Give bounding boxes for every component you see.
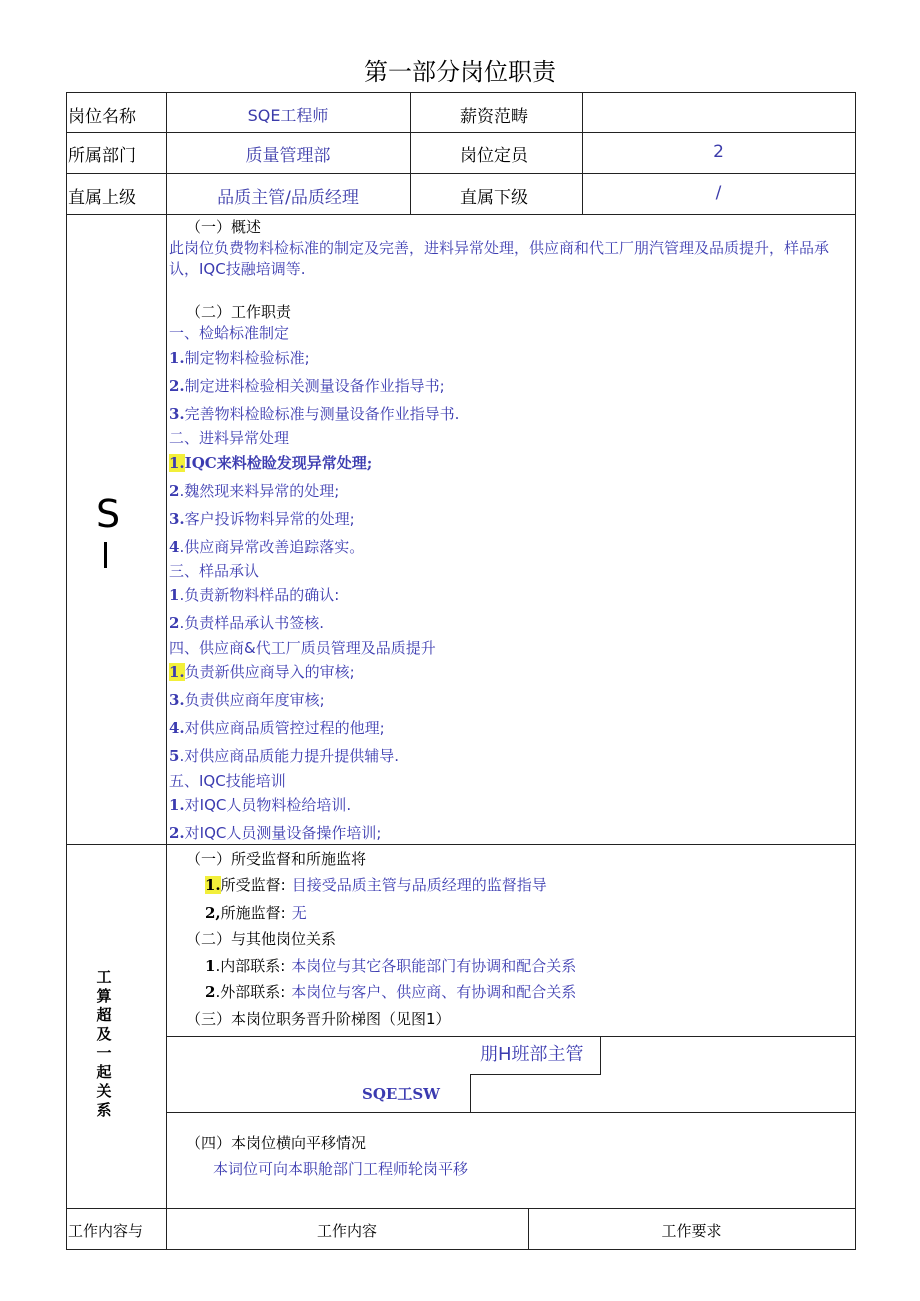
overview-heading: （一）概述 [186,218,262,236]
lateral-value: 本词位可向本职舱部门工程师轮岗平移 [213,1160,469,1178]
ladder-top-box: 朋H班部主管 [480,1044,584,1065]
position-name-label: 岗位名称 [68,106,136,127]
list-item: 1.制定物料检验标准; [169,349,310,367]
list-item: 2.魏然现来料异常的处理; [169,482,340,500]
section-heading: 二、进料异常处理 [169,429,290,447]
list-item: 2.对IQC人员测量设备操作培训; [169,824,382,842]
section-heading: 四、供应商&代工厂质员管理及品质提升 [169,639,436,657]
list-item: 4.供应商异常改善追踪落实。 [169,538,365,556]
list-item: 4.对供应商品质管控过程的他理; [169,719,385,737]
supervising-row: 2,所施监督: 无 [205,904,307,922]
side-mark-bar [104,542,107,568]
ladder-bottom-box: SQE工SW [362,1085,441,1103]
list-item: 2.负责样品承认书签核. [169,614,324,632]
page-title: 第一部分岗位职责 [364,58,556,86]
section-heading: 一、检蛤标准制定 [169,324,290,342]
headcount-label: 岗位定员 [460,146,528,166]
requirement-header: 工作要求 [661,1222,722,1240]
relations-side-label: 工算超及一起关系 [96,968,112,1119]
content-relation-label: 工作内容与 [68,1222,144,1240]
position-name-value: SQE工程师 [247,105,329,125]
subordinate-label: 直属下级 [460,187,528,208]
lateral-heading: （四）本岗位横向平移情况 [186,1134,367,1152]
list-item: 1.负责新供应商导入的审核; [169,663,355,681]
supervised-row: 1.所受监督: 目接受品质主管与品质经理的监督指导 [205,876,547,894]
list-item: 1.IQC来料检睑发现异常处理; [169,454,373,472]
list-item: 3.客户投诉物料异常的处理; [169,510,355,528]
overview-line-2: 认，IQC技融培调等. [169,260,306,278]
department-label: 所属部门 [68,146,136,166]
list-item: 2.制定进料检验相关测量设备作业指导书; [169,377,445,395]
ladder-heading: （三）本岗位职务晋升阶梯图（见图1） [186,1010,451,1028]
list-item: 1.对IQC人员物料检给培训. [169,796,352,814]
external-row: 2.外部联系: 本岗位与客户、供应商、有协调和配合关系 [205,983,577,1001]
work-heading: （二）工作职责 [186,303,292,321]
content-header: 工作内容 [316,1222,377,1240]
department-value: 质量管理部 [245,146,331,166]
superior-value: 品质主管/品质经理 [217,187,359,208]
salary-value [582,96,855,132]
other-relations-heading: （二）与其他岗位关系 [186,930,337,948]
list-item: 1.负责新物料样品的确认: [169,586,340,604]
list-item: 3.负责供应商年度审核; [169,691,325,709]
headcount-value: 2 [713,141,724,162]
overview-line-1: 此岗位负费物料检标准的制定及完善，进料异常处理，供应商和代工厂朋汽管理及品质提升，样品承 [169,239,830,257]
supervision-heading: （一）所受监督和所施监将 [186,850,367,868]
subordinate-value: / [715,183,722,203]
section-heading: 三、样品承认 [169,562,260,580]
side-mark: S [96,492,121,536]
internal-row: 1.内部联系: 本岗位与其它各职能部门有协调和配合关系 [205,957,577,975]
superior-label: 直属上级 [68,187,136,208]
list-item: 3.完善物料检睑标准与测量设备作业指导书. [169,405,460,423]
salary-label: 薪资范畴 [460,106,528,127]
list-item: 5.对供应商品质能力提升提供辅导. [169,747,399,765]
section-heading: 五、IQC技能培训 [169,772,286,790]
